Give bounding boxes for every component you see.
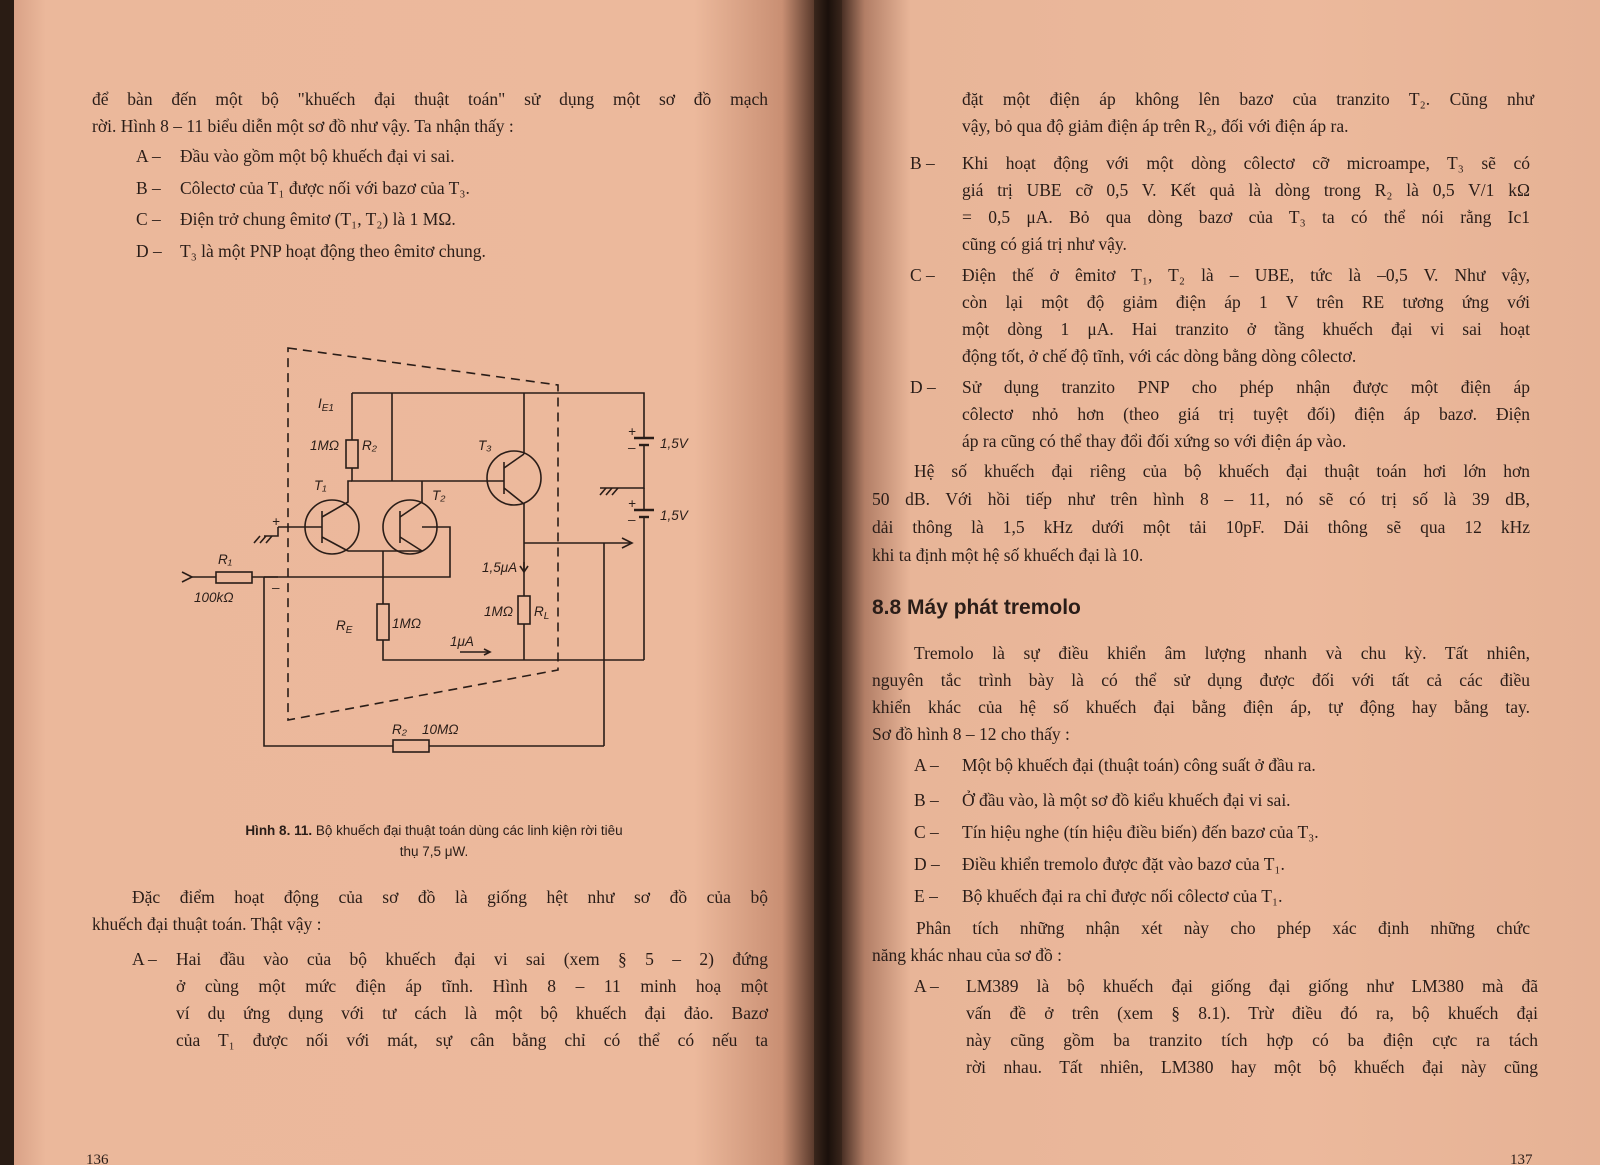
rf-value-label: 10MΩ [422, 722, 459, 737]
rl-value-label: 1MΩ [484, 604, 514, 619]
text-line: vấn đề ở trên (xem § 8.1). Trừ điều đó ra, bộ khuếch đại [966, 1003, 1538, 1023]
text-line: Đặc điểm hoạt động của sơ đồ là giống hệt như sơ đồ của bộ [132, 887, 768, 907]
text-line: năng khác nhau của sơ đồ : [872, 945, 1063, 965]
rl-resistor [518, 596, 530, 624]
text-line: Sơ đồ hình 8 – 12 cho thấy : [872, 724, 1070, 744]
list-label: C – [910, 265, 935, 285]
r1-label: R₁ [218, 552, 233, 567]
list-item [910, 374, 1530, 458]
text-line: động tốt, ở chế độ tĩnh, với các dòng bằng dòng côlectơ. [962, 346, 1357, 366]
text-line: côlectơ nhỏ hơn (theo giá trị tuyệt đối) điện áp bazơ. Điện [962, 404, 1530, 424]
text-line: giá trị UBE cỡ 0,5 V. Kết quả là dòng trong R₂ là 0,5 V/1 kΩ [962, 180, 1530, 200]
text-line: 50 dB. Với hồi tiếp như trên hình 8 – 11, nó sẽ có trị số là 39 dB, [872, 489, 1530, 509]
battery-minus: – [628, 512, 636, 527]
text-line: Tremolo là sự điều khiển âm lượng nhanh và chu kỳ. Tất nhiên, [914, 643, 1530, 663]
list-label: A – [914, 755, 939, 775]
text-line: nguyên tắc trình bày là có thể sử dụng được đối với tất cả các điều [872, 670, 1530, 690]
text-line: Hai đầu vào của bộ khuếch đại vi sai (xem § 5 – 2) đứng [176, 949, 768, 969]
t3-label: T₃ [478, 438, 492, 453]
list-text: T₃ là một PNP hoạt động theo êmitơ chung. [180, 241, 486, 261]
list-label: C – [136, 209, 161, 229]
text-line: rời nhau. Tất nhiên, LM380 hay một bộ khuếch đại này cũng [966, 1057, 1538, 1077]
page-number: 136 [86, 1152, 109, 1165]
page-number: 137 [1510, 1152, 1533, 1165]
r2-label: R₂ [362, 438, 377, 453]
text-line: để bàn đến một bộ "khuếch đại thuật toán" sử dụng một sơ đồ mạch [92, 89, 768, 109]
text-line: của T₁ được nối với mát, sự cân bằng chỉ có thể có nếu ta [176, 1030, 768, 1050]
list-label: B – [910, 153, 935, 173]
battery-minus: – [628, 440, 636, 455]
list-label: D – [910, 377, 936, 397]
text-line: khi ta định một hệ số khuếch đại là 10. [872, 545, 1144, 565]
list-item [914, 973, 1538, 1085]
list-text: Tín hiệu nghe (tín hiệu điều biến) đến bazơ của T₃. [962, 822, 1319, 842]
battery2-label: 1,5V [660, 508, 688, 523]
text-line: Sử dụng tranzito PNP cho phép nhận được một điện áp [962, 377, 1530, 397]
text-line: áp ra cũng có thể thay đổi đối xứng so với điện áp vào. [962, 431, 1347, 451]
text-line: vậy, bỏ qua độ giảm điện áp trên R₂, đối với điện áp ra. [962, 116, 1349, 136]
text-line: Khi hoạt động với một dòng côlectơ cỡ microampe, T₃ sẽ có [962, 153, 1530, 173]
list-label: A – [132, 949, 157, 969]
rf-resistor [393, 740, 429, 752]
r1-resistor [216, 572, 252, 583]
list-text: Bộ khuếch đại ra chỉ được nối côlectơ của T₁. [962, 886, 1283, 906]
t1-label: T₁ [314, 478, 327, 493]
current-1-label: 1μA [450, 634, 474, 649]
list-text: Đầu vào gồm một bộ khuếch đại vi sai. [180, 146, 455, 166]
re-resistor [377, 604, 389, 640]
list-item [910, 262, 1530, 372]
text-line: Điện thế ở êmitơ T₁, T₂ là – UBE, tức là –0,5 V. Như vậy, [962, 265, 1530, 285]
text-line: = 0,5 μA. Bỏ qua dòng bazơ của T₃ ta có thể nói rằng Ic1 [962, 207, 1530, 227]
re-value-label: 1MΩ [392, 616, 422, 631]
list-label: D – [136, 241, 162, 261]
figure-caption [164, 820, 704, 862]
list-label: D – [914, 854, 940, 874]
text-line: dải thông là 1,5 kHz dưới một tải 10pF. Dải thông sẽ qua 12 kHz [872, 517, 1530, 537]
text-line: khiển khác của hệ số khuếch đại bằng điện áp, tự động hay bằng tay. [872, 697, 1530, 717]
book-gutter [814, 0, 842, 1165]
rl-label: $R_L$ [534, 604, 550, 622]
caption-label: Hình 8. 11. [245, 823, 313, 838]
minus-input-label: – [272, 580, 280, 595]
re-label: $R_E$ [336, 618, 353, 636]
list-label: C – [914, 822, 939, 842]
t2-label: T₂ [432, 488, 446, 503]
text-line: còn lại một độ giảm điện áp 1 V trên RE tương ứng với [962, 292, 1530, 312]
list-text: Côlectơ của T₁ được nối với bazơ của T₃. [180, 178, 470, 198]
list-label: A – [914, 976, 939, 996]
list-label: B – [914, 790, 939, 810]
battery-plus: + [628, 496, 636, 511]
right-page [842, 0, 1600, 1165]
text-line: ở cùng một mức điện áp tĩnh. Hình 8 – 11 minh hoạ một [176, 976, 768, 996]
text-line: cũng có giá trị như vậy. [962, 234, 1127, 254]
list-item [132, 946, 768, 1056]
left-page [14, 0, 814, 1165]
list-text: Ở đầu vào, là một sơ đồ kiểu khuếch đại vi sai. [962, 790, 1291, 810]
text-line: đặt một điện áp không lên bazơ của tranzito T₂. Cũng như [962, 89, 1534, 109]
r2-resistor [346, 440, 358, 468]
list-text: Điện trở chung êmitơ (T₁, T₂) là 1 MΩ. [180, 209, 456, 229]
positive-rail [352, 393, 644, 418]
text-line: LM389 là bộ khuếch đại giống đại giống như LM380 mà đã [966, 976, 1538, 996]
battery1-label: 1,5V [660, 436, 688, 451]
text-line: rời. Hình 8 – 11 biểu diễn một sơ đồ như vậy. Ta nhận thấy : [92, 116, 514, 136]
caption-text: Bộ khuếch đại thuật toán dùng các linh kiện rời tiêu [315, 823, 623, 838]
list-text: Điều khiển tremolo được đặt vào bazơ của T₁. [962, 854, 1285, 874]
battery-plus: + [628, 424, 636, 439]
list-label: E – [914, 886, 938, 906]
text-line: ví dụ ứng dụng với tư cách là một bộ khuếch đại đảo. Bazơ [176, 1003, 768, 1023]
text-line: Hệ số khuếch đại riêng của bộ khuếch đại thuật toán hơi lớn hơn [914, 461, 1530, 481]
text-line: Phân tích những nhận xét này cho phép xác định những chức [916, 918, 1530, 938]
list-label: B – [136, 178, 161, 198]
ie1-label: $I_{E1}$ [318, 396, 334, 414]
text-line: một dòng 1 μA. Hai tranzito ở tầng khuếch đại vi sai hoạt [962, 319, 1530, 339]
caption-text: thụ 7,5 μW. [399, 844, 469, 859]
r1-value-label: 100kΩ [194, 590, 234, 605]
list-label: A – [136, 146, 161, 166]
text-line: khuếch đại thuật toán. Thật vậy : [92, 914, 322, 934]
r2-value-label: 1MΩ [310, 438, 340, 453]
list-item [910, 150, 1530, 260]
list-text: Một bộ khuếch đại (thuật toán) công suất ở đầu ra. [962, 755, 1316, 775]
section-heading: 8.8 Máy phát tremolo [872, 596, 1081, 619]
circuit-diagram [160, 340, 720, 770]
text-line: này cũng gồm ba tranzito tích hợp có ba điện cực ra tách [966, 1030, 1538, 1050]
current-15-label: 1,5μA [482, 560, 518, 575]
rf-label: R₂ [392, 722, 407, 737]
plus-input-label: + [272, 514, 280, 529]
